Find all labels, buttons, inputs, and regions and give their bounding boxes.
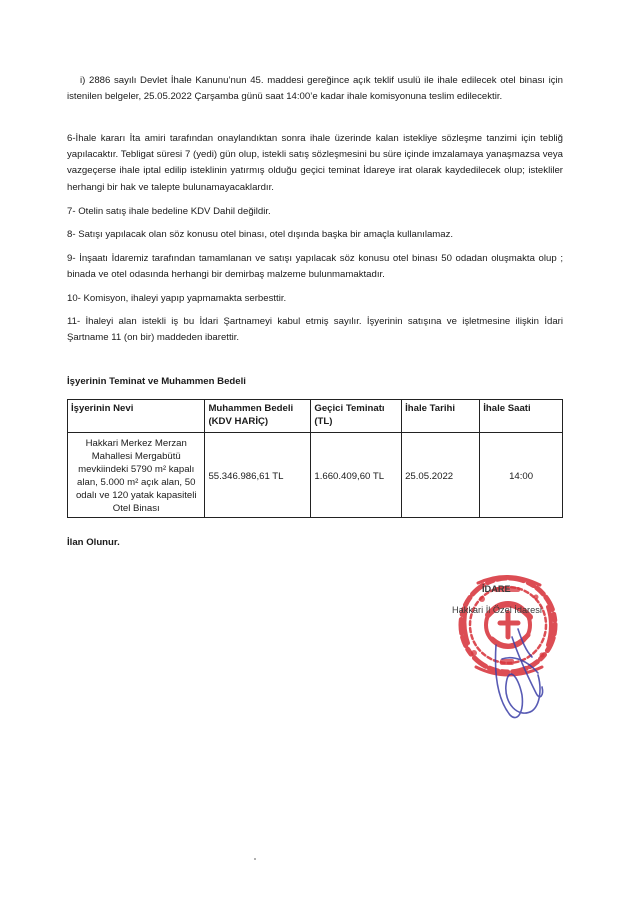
cell-muhammen: 55.346.986,61 TL [205,433,311,518]
header-tarih: İhale Tarihi [402,400,480,433]
table-header-row [68,400,563,433]
header-saat: İhale Saati [480,400,563,433]
paragraph-9: 9- İnşaatı İdaremiz tarafından tamamlanan ve satışı yapılacak söz konusu otel binası 50 odadan oluşmakta olup ; binada ve otel odasında herhangi bir demirbaş malzeme bulunmamaktadır. [67,253,563,281]
paragraph-8: 8- Satışı yapılacak olan söz konusu otel binası, otel dışında başka bir amaçla kullanılamaz. [67,229,454,240]
page-mark [254,858,256,860]
cell-teminat: 1.660.409,60 TL [311,433,402,518]
signature-name: Hakkari İl Özel İdaresi [452,605,542,615]
paragraph-6: 6-İhale kararı İta amiri tarafından onaylandıktan sonra ihale üzerinde kalan istekliye sözleşme tanzimi için tebliğ yapılacaktır. Tebligat süresi 7 (yedi) gün olup, istekli satış sözleşmesini bu süre içinde imzalamaya yanaşmazsa veya vazgeçerse ihale iptal edilip isteklinin yatırmış olduğu geçici teminat İdareye irat olarak kaydedilecek olup; istekliler herhangi bir hak ve talepte bulunamayacaklardır. [67,133,563,193]
paragraph-10: 10- Komisyon, ihaleyi yapıp yapmamakta serbesttir. [67,293,287,304]
handwritten-signature [488,615,548,725]
signature-title: İDARE [482,584,511,594]
table-row [68,433,563,518]
closing-text: İlan Olunur. [67,537,120,548]
header-nevi: İşyerinin Nevi [68,400,205,433]
paragraph-i: i) 2886 sayılı Devlet İhale Kanunu’nun 45. maddesi gereğince açık teklif usulü ile ihale edilecek otel binası için istenilen belgeler, 25.05.2022 Çarşamba günü saat 14:00’e kadar ihale komisyonuna teslim edilecektir. [67,75,563,103]
cell-tarih: 25.05.2022 [402,433,480,518]
header-muhammen: Muhammen Bedeli (KDV HARİÇ) [205,400,311,433]
price-table [67,399,563,518]
paragraph-7: 7- Otelin satış ihale bedeline KDV Dahil değildir. [67,206,271,217]
cell-saat: 14:00 [480,433,563,518]
header-teminat: Geçici Teminatı (TL) [311,400,402,433]
cell-nevi: Hakkari Merkez Merzan Mahallesi Mergabütü mevkiindeki 5790 m² kapalı alan, 5.000 m² açık alan, 50 odalı ve 120 yatak kapasiteli Otel Binası [68,433,205,518]
paragraph-11: 11- İhaleyi alan istekli iş bu İdari Şartnameyi kabul etmiş sayılır. İşyerinin satışına ve işletmesine ilişkin İdari Şartname 11 (on bir) maddeden ibarettir. [67,316,563,344]
section-title: İşyerinin Teminat ve Muhammen Bedeli [67,376,246,387]
